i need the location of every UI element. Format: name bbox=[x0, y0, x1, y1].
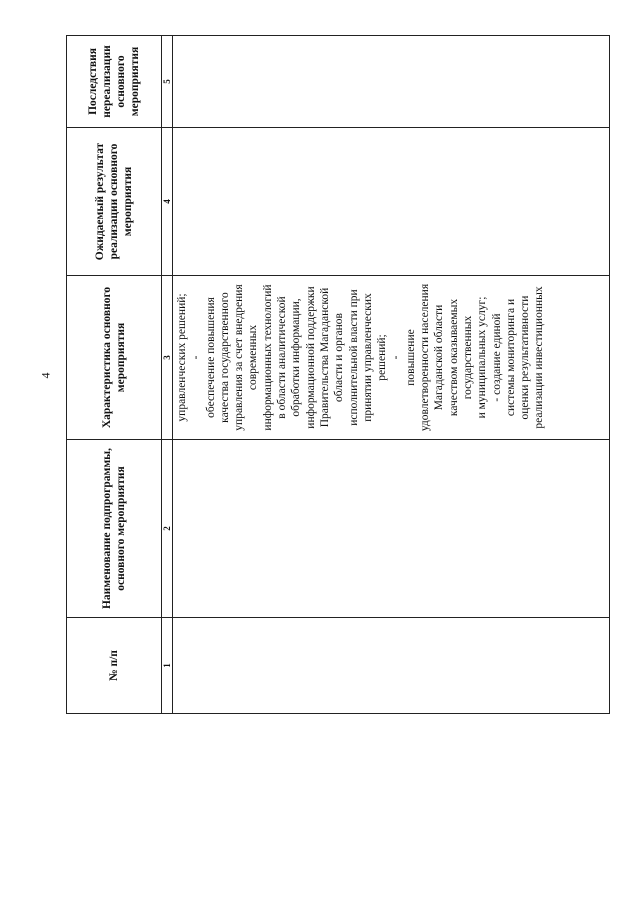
header-row bbox=[67, 36, 162, 714]
header-consequences: Последствия нереализации основного мероприятия bbox=[67, 36, 162, 128]
characteristic-line: оценки результативности bbox=[519, 295, 532, 420]
characteristic-line: государственных bbox=[461, 315, 474, 400]
characteristic-line: обеспечение повышения bbox=[204, 297, 217, 418]
characteristic-line: - создание единой bbox=[490, 313, 503, 402]
characteristic-line: качества государственного bbox=[218, 292, 231, 423]
cell-subprogram-name bbox=[173, 440, 610, 618]
characteristic-line: удовлетворенности населения bbox=[419, 283, 432, 432]
measures-table bbox=[66, 35, 610, 714]
column-number: 4 bbox=[162, 128, 173, 276]
characteristic-line: решений; bbox=[376, 334, 389, 381]
header-characteristic: Характеристика основного мероприятия bbox=[67, 276, 162, 440]
header-number: № п/п bbox=[67, 618, 162, 714]
page-number: 4 bbox=[38, 372, 53, 379]
rotated-page bbox=[66, 36, 618, 714]
column-number-row bbox=[162, 36, 173, 714]
characteristic-line: обработки информации, bbox=[290, 298, 303, 417]
header-subprogram-name: Наименование подпрограммы, основного мероприятия bbox=[67, 440, 162, 618]
cell-expected-result bbox=[173, 128, 610, 276]
characteristic-line: области и органов bbox=[333, 313, 346, 403]
column-number: 2 bbox=[162, 440, 173, 618]
characteristic-line: управления за счет внедрения bbox=[233, 284, 246, 431]
characteristic-line: принятии управленческих bbox=[361, 293, 374, 422]
cell-number bbox=[173, 618, 610, 714]
characteristic-line: управленческих решений; bbox=[176, 293, 188, 422]
characteristic-line: современных bbox=[247, 324, 260, 391]
characteristic-line: повышение bbox=[404, 329, 417, 386]
column-number: 3 bbox=[162, 276, 173, 440]
characteristic-line: Правительства Магаданской bbox=[318, 287, 331, 428]
characteristic-line: реализации инвестиционных bbox=[533, 286, 546, 429]
characteristic-line: системы мониторинга и bbox=[504, 298, 517, 417]
characteristic-line: в области аналитической bbox=[276, 296, 289, 419]
header-expected-result: Ожидаемый результат реализации основного мероприятия bbox=[67, 128, 162, 276]
column-number: 5 bbox=[162, 36, 173, 128]
characteristic-line: качеством оказываемых bbox=[447, 298, 460, 417]
characteristic-line: и муниципальных услуг; bbox=[476, 296, 489, 419]
characteristic-line: информационных технологий bbox=[261, 284, 274, 431]
characteristic-line: информационной поддержки bbox=[304, 286, 317, 429]
cell-characteristic bbox=[173, 276, 610, 440]
characteristic-line: - bbox=[190, 355, 203, 360]
table-row bbox=[173, 36, 610, 714]
characteristic-line: исполнительной власти при bbox=[347, 289, 360, 426]
characteristic-line: - bbox=[390, 355, 403, 360]
characteristic-line: Магаданской области bbox=[433, 304, 446, 411]
rotated-table-container bbox=[66, 36, 618, 714]
column-number: 1 bbox=[162, 618, 173, 714]
cell-consequences bbox=[173, 36, 610, 128]
characteristic-text bbox=[175, 280, 547, 435]
